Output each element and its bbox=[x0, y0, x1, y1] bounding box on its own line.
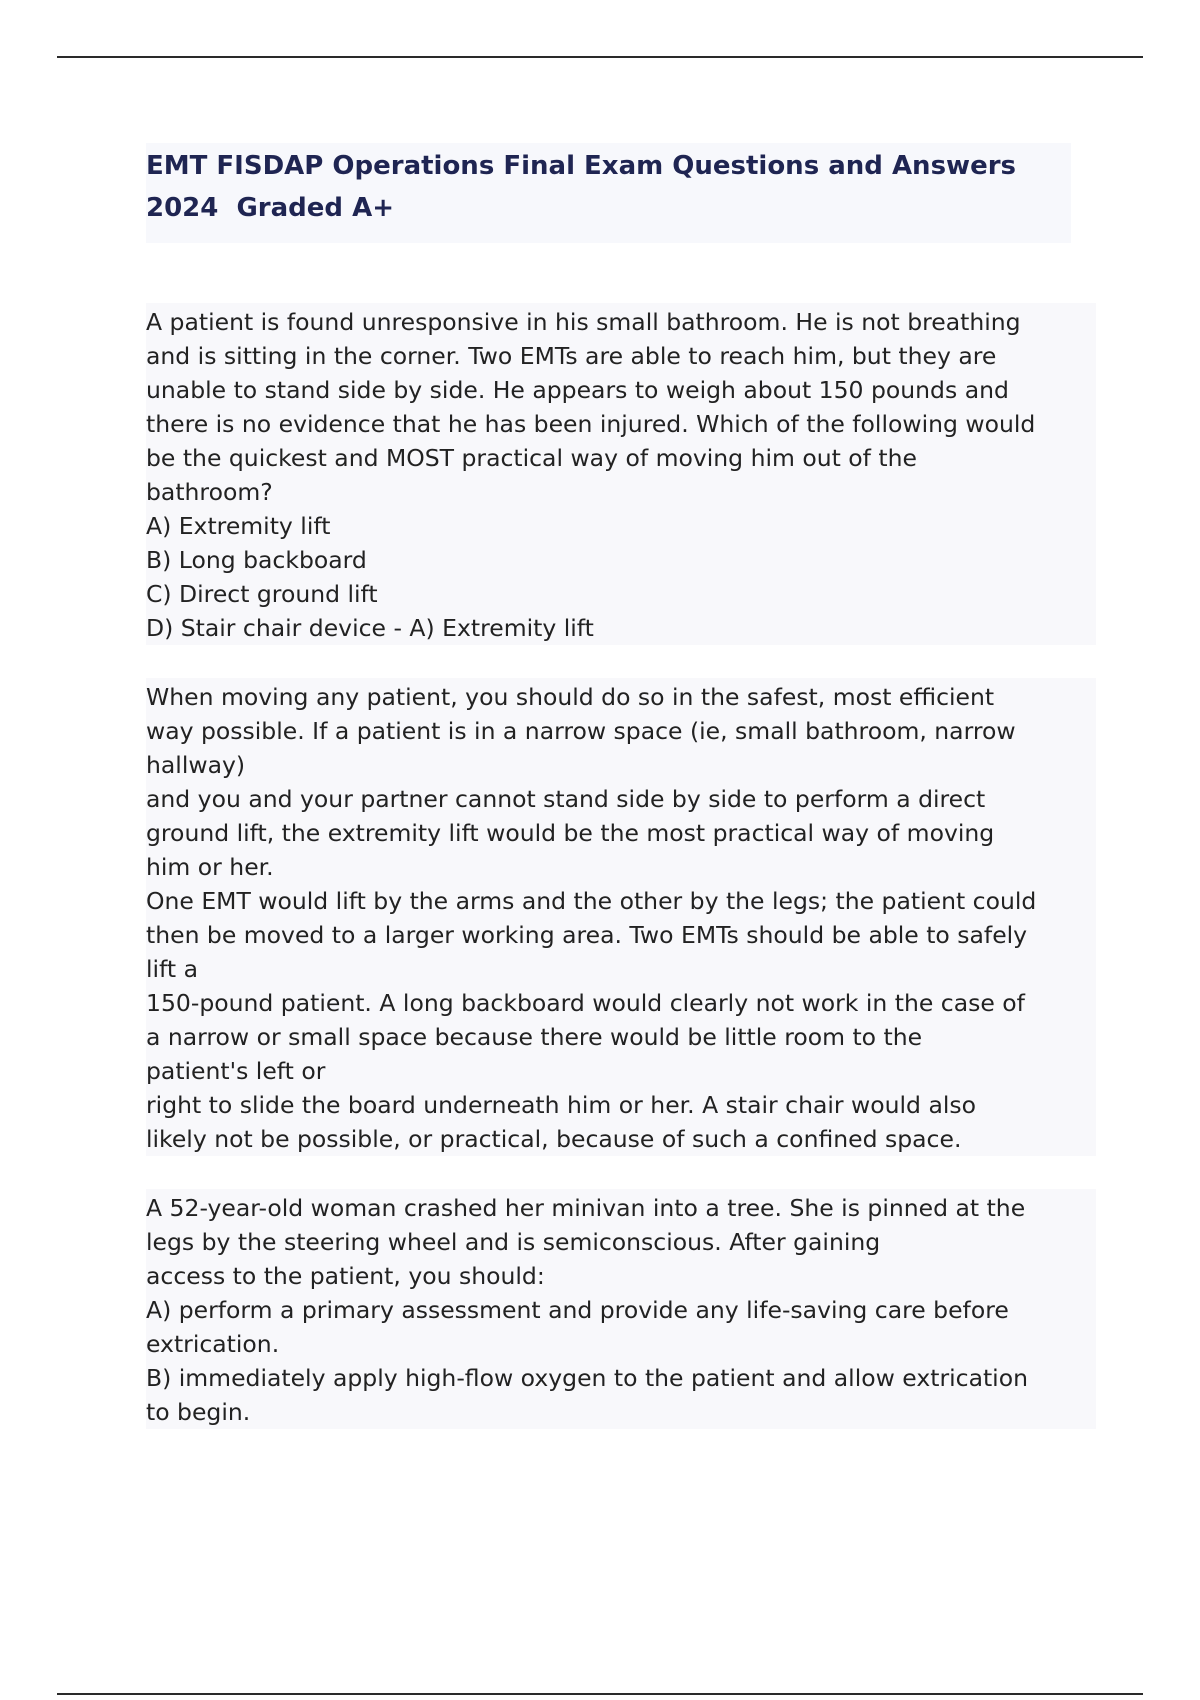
question-line: A 52-year-old woman crashed her minivan into a tree. She is pinned at the bbox=[146, 1194, 1026, 1222]
answer-option: C) Direct ground lift bbox=[146, 580, 378, 608]
title-line: 2024 Graded A+ bbox=[146, 193, 394, 223]
question-line: be the quickest and MOST practical way of moving him out of the bbox=[146, 444, 917, 472]
explanation-line: way possible. If a patient is in a narrow space (ie, small bathroom, narrow bbox=[146, 717, 1016, 745]
question-line: legs by the steering wheel and is semiconscious. After gaining bbox=[146, 1228, 881, 1256]
document-title bbox=[146, 143, 1071, 243]
explanation-line: right to slide the board underneath him or her. A stair chair would also bbox=[146, 1091, 976, 1119]
answer-option: extrication. bbox=[146, 1330, 280, 1358]
answer-option: B) immediately apply high-flow oxygen to the patient and allow extrication bbox=[146, 1364, 1028, 1392]
explanation-line: patient's left or bbox=[146, 1057, 326, 1085]
explanation-line: then be moved to a larger working area. Two EMTs should be able to safely bbox=[146, 921, 1028, 949]
question-line: and is sitting in the corner. Two EMTs are able to reach him, but they are bbox=[146, 342, 997, 370]
question-2 bbox=[146, 1189, 1096, 1429]
explanation-line: 150-pound patient. A long backboard would clearly not work in the case of bbox=[146, 989, 1025, 1017]
question-line: access to the patient, you should: bbox=[146, 1262, 545, 1290]
answer-option: A) perform a primary assessment and provide any life-saving care before bbox=[146, 1296, 1009, 1324]
answer-option: A) Extremity lift bbox=[146, 512, 331, 540]
explanation-line: a narrow or small space because there would be little room to the bbox=[146, 1023, 923, 1051]
explanation-line: ground lift, the extremity lift would be the most practical way of moving bbox=[146, 819, 995, 847]
explanation-line: and you and your partner cannot stand side by side to perform a direct bbox=[146, 785, 986, 813]
document-body bbox=[146, 143, 1096, 1462]
title-line: EMT FISDAP Operations Final Exam Questions and Answers bbox=[146, 151, 1016, 181]
bottom-rule bbox=[57, 1693, 1143, 1695]
explanation-line: One EMT would lift by the arms and the other by the legs; the patient could bbox=[146, 887, 1037, 915]
top-rule bbox=[57, 56, 1143, 58]
question-line: unable to stand side by side. He appears to weigh about 150 pounds and bbox=[146, 376, 1009, 404]
explanation-1 bbox=[146, 678, 1096, 1156]
explanation-line: him or her. bbox=[146, 853, 274, 881]
explanation-line: hallway) bbox=[146, 751, 246, 779]
answer-option: D) Stair chair device - A) Extremity lift bbox=[146, 614, 594, 642]
question-1 bbox=[146, 303, 1096, 645]
explanation-line: lift a bbox=[146, 955, 199, 983]
question-line: there is no evidence that he has been injured. Which of the following would bbox=[146, 410, 1036, 438]
explanation-line: likely not be possible, or practical, because of such a confined space. bbox=[146, 1125, 962, 1153]
answer-option: B) Long backboard bbox=[146, 546, 367, 574]
question-line: A patient is found unresponsive in his small bathroom. He is not breathing bbox=[146, 308, 1021, 336]
explanation-line: When moving any patient, you should do so in the safest, most efficient bbox=[146, 683, 995, 711]
answer-option: to begin. bbox=[146, 1398, 251, 1426]
question-line: bathroom? bbox=[146, 478, 273, 506]
